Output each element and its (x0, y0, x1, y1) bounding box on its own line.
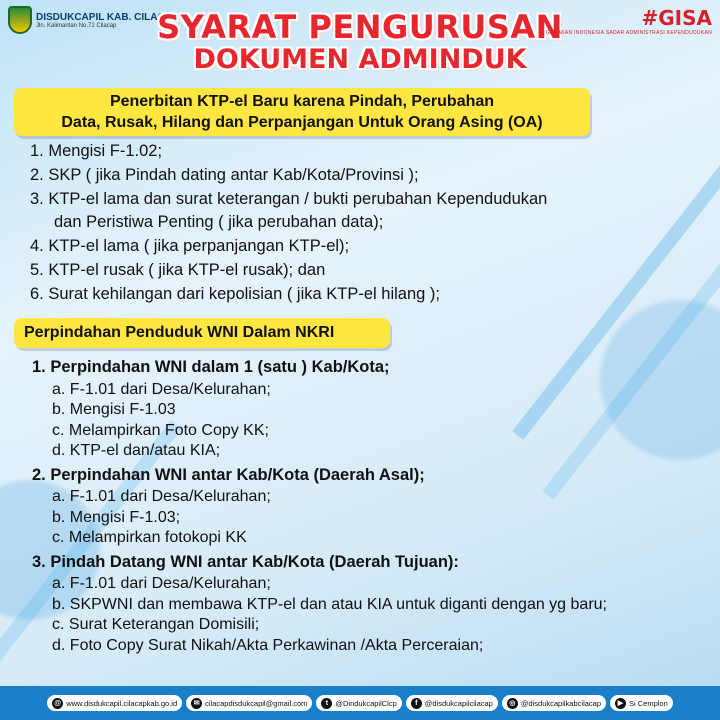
list-item: c. Surat Keterangan Domisili; (52, 616, 260, 633)
globe-icon: @ (52, 698, 63, 709)
instagram-icon: ◎ (507, 698, 518, 709)
list-item: c. Melampirkan fotokopi KK (52, 529, 247, 546)
youtube-link[interactable] (610, 695, 673, 711)
group-heading: 3. Pindah Datang WNI antar Kab/Kota (Daerah Tujuan): (32, 552, 459, 571)
requirement-group (32, 356, 607, 462)
section2-banner: Perpindahan Penduduk WNI Dalam NKRI (14, 318, 390, 348)
list-item: c. Melampirkan Foto Copy KK; (52, 421, 269, 439)
section1-banner-line1: Penerbitan KTP-el Baru karena Pindah, Perubahan (109, 93, 495, 110)
twitter-text: @DindukcapilClcp (335, 698, 397, 708)
twitter-icon: t (321, 698, 332, 709)
list-item: 6. Surat kehilangan dari kepolisian ( jika KTP-el hilang ); (30, 284, 440, 303)
gisa-subtitle: GERAKAN INDONESIA SADAR ADMINISTRASI KEPENDUDUKAN (545, 30, 712, 36)
gisa-logo (546, 6, 712, 36)
website-link[interactable] (47, 695, 182, 711)
background-blob (600, 300, 720, 460)
list-item: 1. Mengisi F-1.02; (30, 142, 163, 160)
social-footer (0, 686, 720, 720)
list-item: 3. KTP-el lama dan surat keterangan / bukti perubahan Kependudukan (30, 189, 548, 208)
instagram-link[interactable] (502, 695, 606, 711)
group-heading: 2. Perpindahan WNI antar Kab/Kota (Daerah Asal); (32, 465, 425, 484)
list-item-continuation: dan Peristiwa Penting ( jika perubahan data); (54, 213, 384, 232)
section1-banner (14, 88, 590, 136)
section1-requirements-list (30, 140, 547, 307)
agency-name: DISDUKCAPIL KAB. CILACAP (36, 11, 179, 23)
facebook-link[interactable] (406, 695, 498, 711)
list-item: a. F-1.01 dari Desa/Kelurahan; (52, 488, 271, 505)
email-link[interactable] (186, 695, 312, 711)
agency-address: Jln. Kalimantan No.72 Cilacap (36, 22, 117, 29)
list-item: b. Mengisi F-1.03 (52, 401, 176, 418)
list-item: 4. KTP-el lama ( jika perpanjangan KTP-el); (30, 237, 350, 256)
list-item: 2. SKP ( jika Pindah dating antar Kab/Kota/Provinsi ); (30, 165, 419, 184)
list-item: b. SKPWNI dan membawa KTP-el dan atau KIA untuk diganti dengan yg baru; (52, 595, 607, 613)
mail-icon: ✉ (191, 698, 202, 709)
list-item: a. F-1.01 dari Desa/Kelurahan; (52, 575, 271, 592)
youtube-icon: ▶ (615, 698, 626, 709)
facebook-text: @disdukcapilcilacap (424, 698, 493, 708)
page-title-line2: DOKUMEN ADMINDUK (193, 44, 527, 75)
website-text: www.disdukcapil.cilacapkab.go.id (66, 698, 178, 708)
group-heading: 1. Perpindahan WNI dalam 1 (satu ) Kab/Kota; (32, 358, 390, 376)
facebook-icon: f (411, 698, 422, 709)
instagram-text: @disdukcapilkabcilacap (520, 698, 601, 708)
list-item: d. Foto Copy Surat Nikah/Akta Perkawinan /Akta Perceraian; (52, 636, 484, 654)
twitter-link[interactable] (316, 695, 401, 711)
email-text: cilacapdisdukcapil@gmail.com (205, 698, 308, 708)
list-item: 5. KTP-el rusak ( jika KTP-el rusak); dan (30, 260, 326, 279)
list-item: b. Mengisi F-1.03; (52, 508, 181, 526)
list-item: d. KTP-el dan/atau KIA; (52, 442, 221, 459)
youtube-text: Si Cemplon (629, 698, 668, 708)
requirement-group (32, 551, 607, 657)
section1-banner-line2: Data, Rusak, Hilang dan Perpanjangan Untuk Orang Asing (OA) (61, 114, 543, 131)
list-item: a. F-1.01 dari Desa/Kelurahan; (52, 380, 271, 398)
section2-requirements-list (32, 356, 607, 658)
gisa-hashtag: #GISA (641, 6, 712, 30)
requirement-group (32, 464, 607, 549)
page-title-line1: SYARAT PENGURUSAN (157, 8, 563, 46)
